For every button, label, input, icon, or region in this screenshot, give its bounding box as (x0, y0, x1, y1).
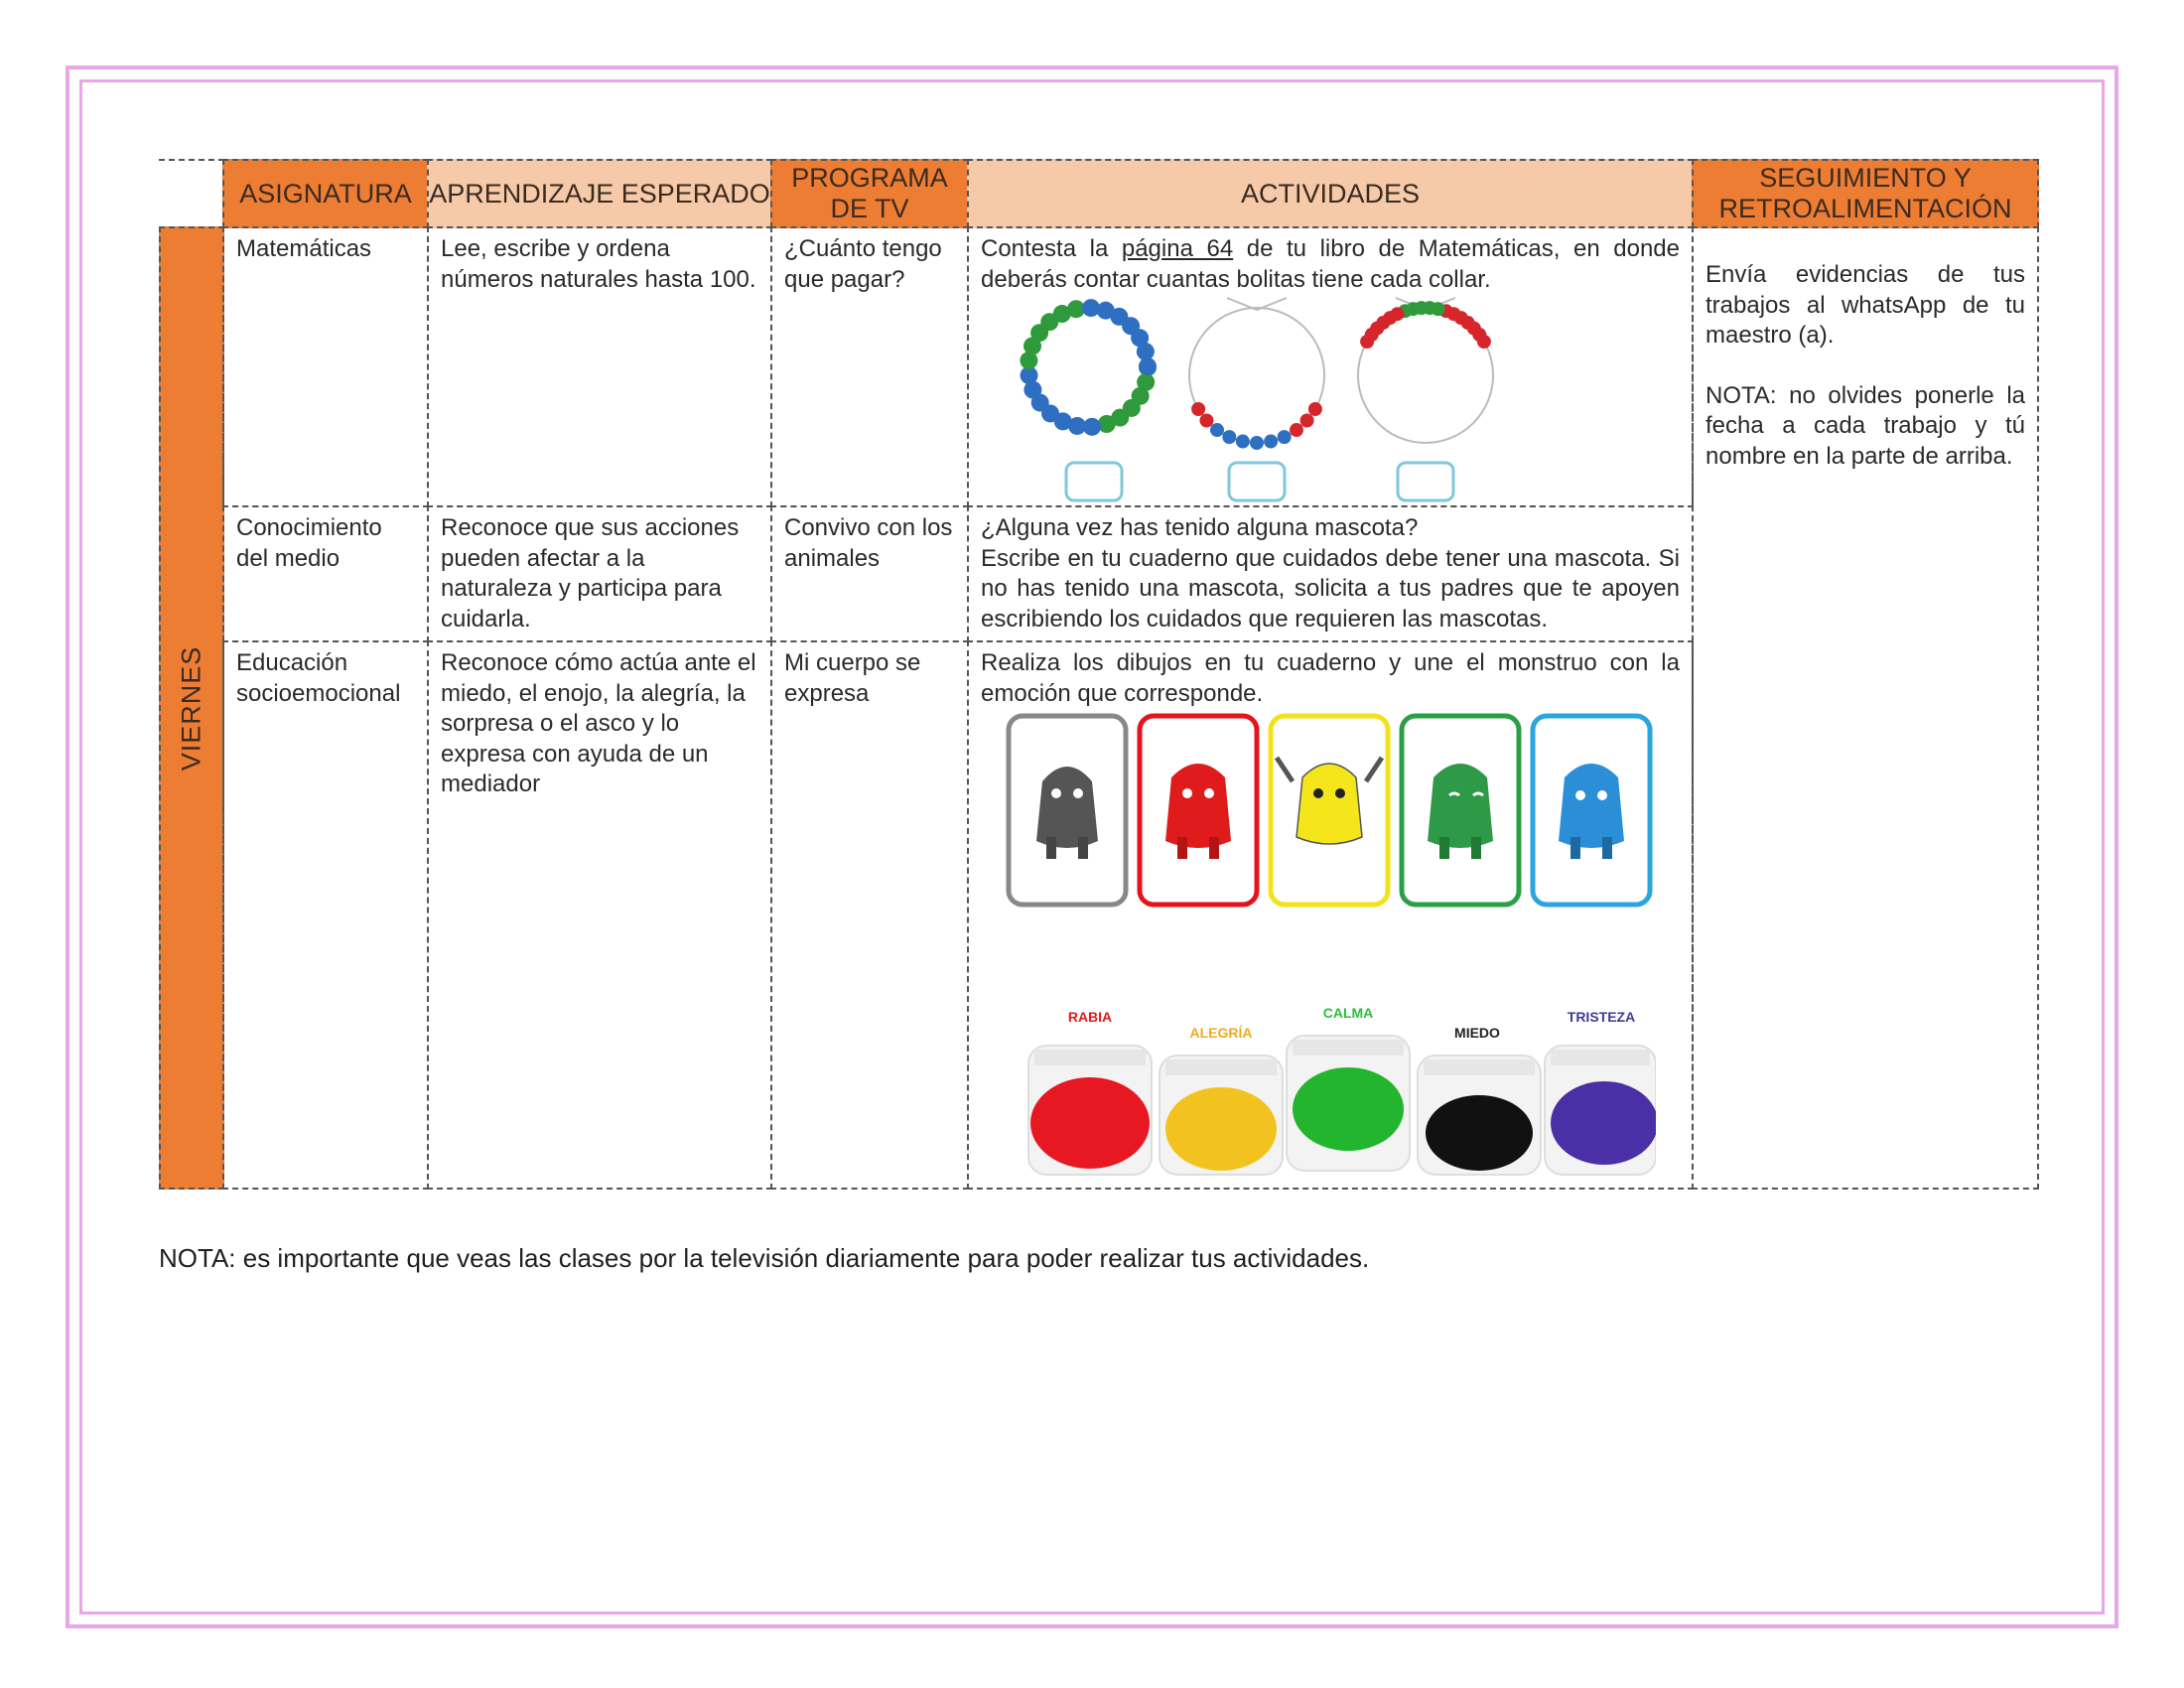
necklace-red-blue (1189, 298, 1324, 450)
bead (1199, 414, 1213, 428)
row1-aprendizaje: Lee, escribe y ordena números naturales hasta 100. (427, 226, 772, 507)
header-actividades: ACTIVIDADES (967, 159, 1694, 228)
row2-actividad: ¿Alguna vez has tenido alguna mascota? Escribe en tu cuaderno que cuidados debe tener una mascota. Si no has tenido una mascota, solicita a tus padres que te apoyen escribiendo los cuidados que requieren las mascotas. (967, 505, 1694, 642)
header-aprendizaje: APRENDIZAJE ESPERADO (427, 159, 772, 228)
seguimiento-nota: NOTA: no olvides ponerle la fecha a cada trabajo y tú nombre en la parte de arriba. (1706, 381, 2025, 470)
monster-card-yellow (1271, 716, 1388, 905)
row1-actividad: Contesta la página 64 de tu libro de Matemáticas, en donde deberás contar cuantas bolitas tiene cada collar. (967, 226, 1694, 507)
monster-card-green (1402, 716, 1519, 905)
bead (1139, 357, 1157, 375)
row3-programa: Mi cuerpo se expresa (770, 640, 969, 1190)
row2-asignatura: Conocimiento del medio (222, 505, 429, 642)
row1-asignatura: Matemáticas (222, 226, 429, 507)
row3-actividad: Realiza los dibujos en tu cuaderno y une el monstruo con la emoción que corresponde. RABIA ALEGRÍA CALMA MIEDO TRISTEZA (967, 640, 1694, 1190)
header-programa: PROGRAMA DE TV (770, 159, 969, 228)
header-asignatura: ASIGNATURA (222, 159, 429, 228)
jar-rabia (1028, 1046, 1152, 1175)
bead (1250, 436, 1264, 450)
emotion-jars (1001, 1000, 1656, 1179)
row3-aprendizaje: Reconoce cómo actúa ante el miedo, el enojo, la alegría, la sorpresa o el asco y lo expresa con ayuda de un mediador (427, 640, 772, 1190)
jar-tristeza (1545, 1046, 1656, 1175)
bead (1264, 435, 1278, 449)
row2-programa: Convivo con los animales (770, 505, 969, 642)
jar-label-tristeza: TRISTEZA (1567, 1009, 1636, 1025)
necklace-green-blue (1020, 299, 1157, 436)
jar-label-calma: CALMA (1322, 1005, 1374, 1021)
bead (1236, 435, 1250, 449)
answer-box-1 (1066, 463, 1122, 500)
monster-card-red (1140, 716, 1257, 905)
jar-label-miedo: MIEDO (1454, 1025, 1500, 1041)
bead (1360, 335, 1374, 349)
monster-card-gray (1009, 716, 1126, 905)
header-seguimiento: SEGUIMIENTO Y RETROALIMENTACIÓN (1692, 159, 2039, 228)
day-label: VIERNES (176, 645, 206, 771)
bead (1222, 430, 1236, 444)
bead (1191, 402, 1205, 416)
necklace-red-green (1358, 298, 1493, 443)
footer-note: NOTA: es importante que veas las clases por la televisión diariamente para poder realizar tus actividades. (159, 1243, 1370, 1273)
jar-calma (1287, 1036, 1410, 1171)
day-label-cell (159, 226, 224, 1190)
row2-aprendizaje: Reconoce que sus acciones pueden afectar a la naturaleza y participa para cuidarla. (427, 505, 772, 642)
seguimiento-cell (1692, 226, 2039, 1190)
necklaces-illustration (1009, 288, 1525, 502)
jar-label-rabia: RABIA (1067, 1009, 1113, 1025)
answer-box-2 (1229, 463, 1285, 500)
row1-programa: ¿Cuánto tengo que pagar? (770, 226, 969, 507)
bead (1278, 430, 1292, 444)
page-reference: página 64 (1121, 235, 1234, 262)
jar-alegria (1160, 1055, 1283, 1175)
jar-label-alegria: ALEGRÍA (1189, 1025, 1253, 1041)
monster-card-blue (1533, 716, 1650, 905)
table-corner (159, 159, 224, 228)
bead (1308, 402, 1322, 416)
row3-asignatura: Educación socioemocional (222, 640, 429, 1190)
bead (1290, 423, 1303, 437)
seguimiento-envio: Envía evidencias de tus trabajos al whatsApp de tu maestro (a). (1706, 261, 2025, 349)
monster-cards (1005, 712, 1680, 911)
jar-miedo (1418, 1055, 1541, 1175)
answer-box-3 (1398, 463, 1453, 500)
bead (1300, 414, 1314, 428)
bead (1210, 423, 1224, 437)
